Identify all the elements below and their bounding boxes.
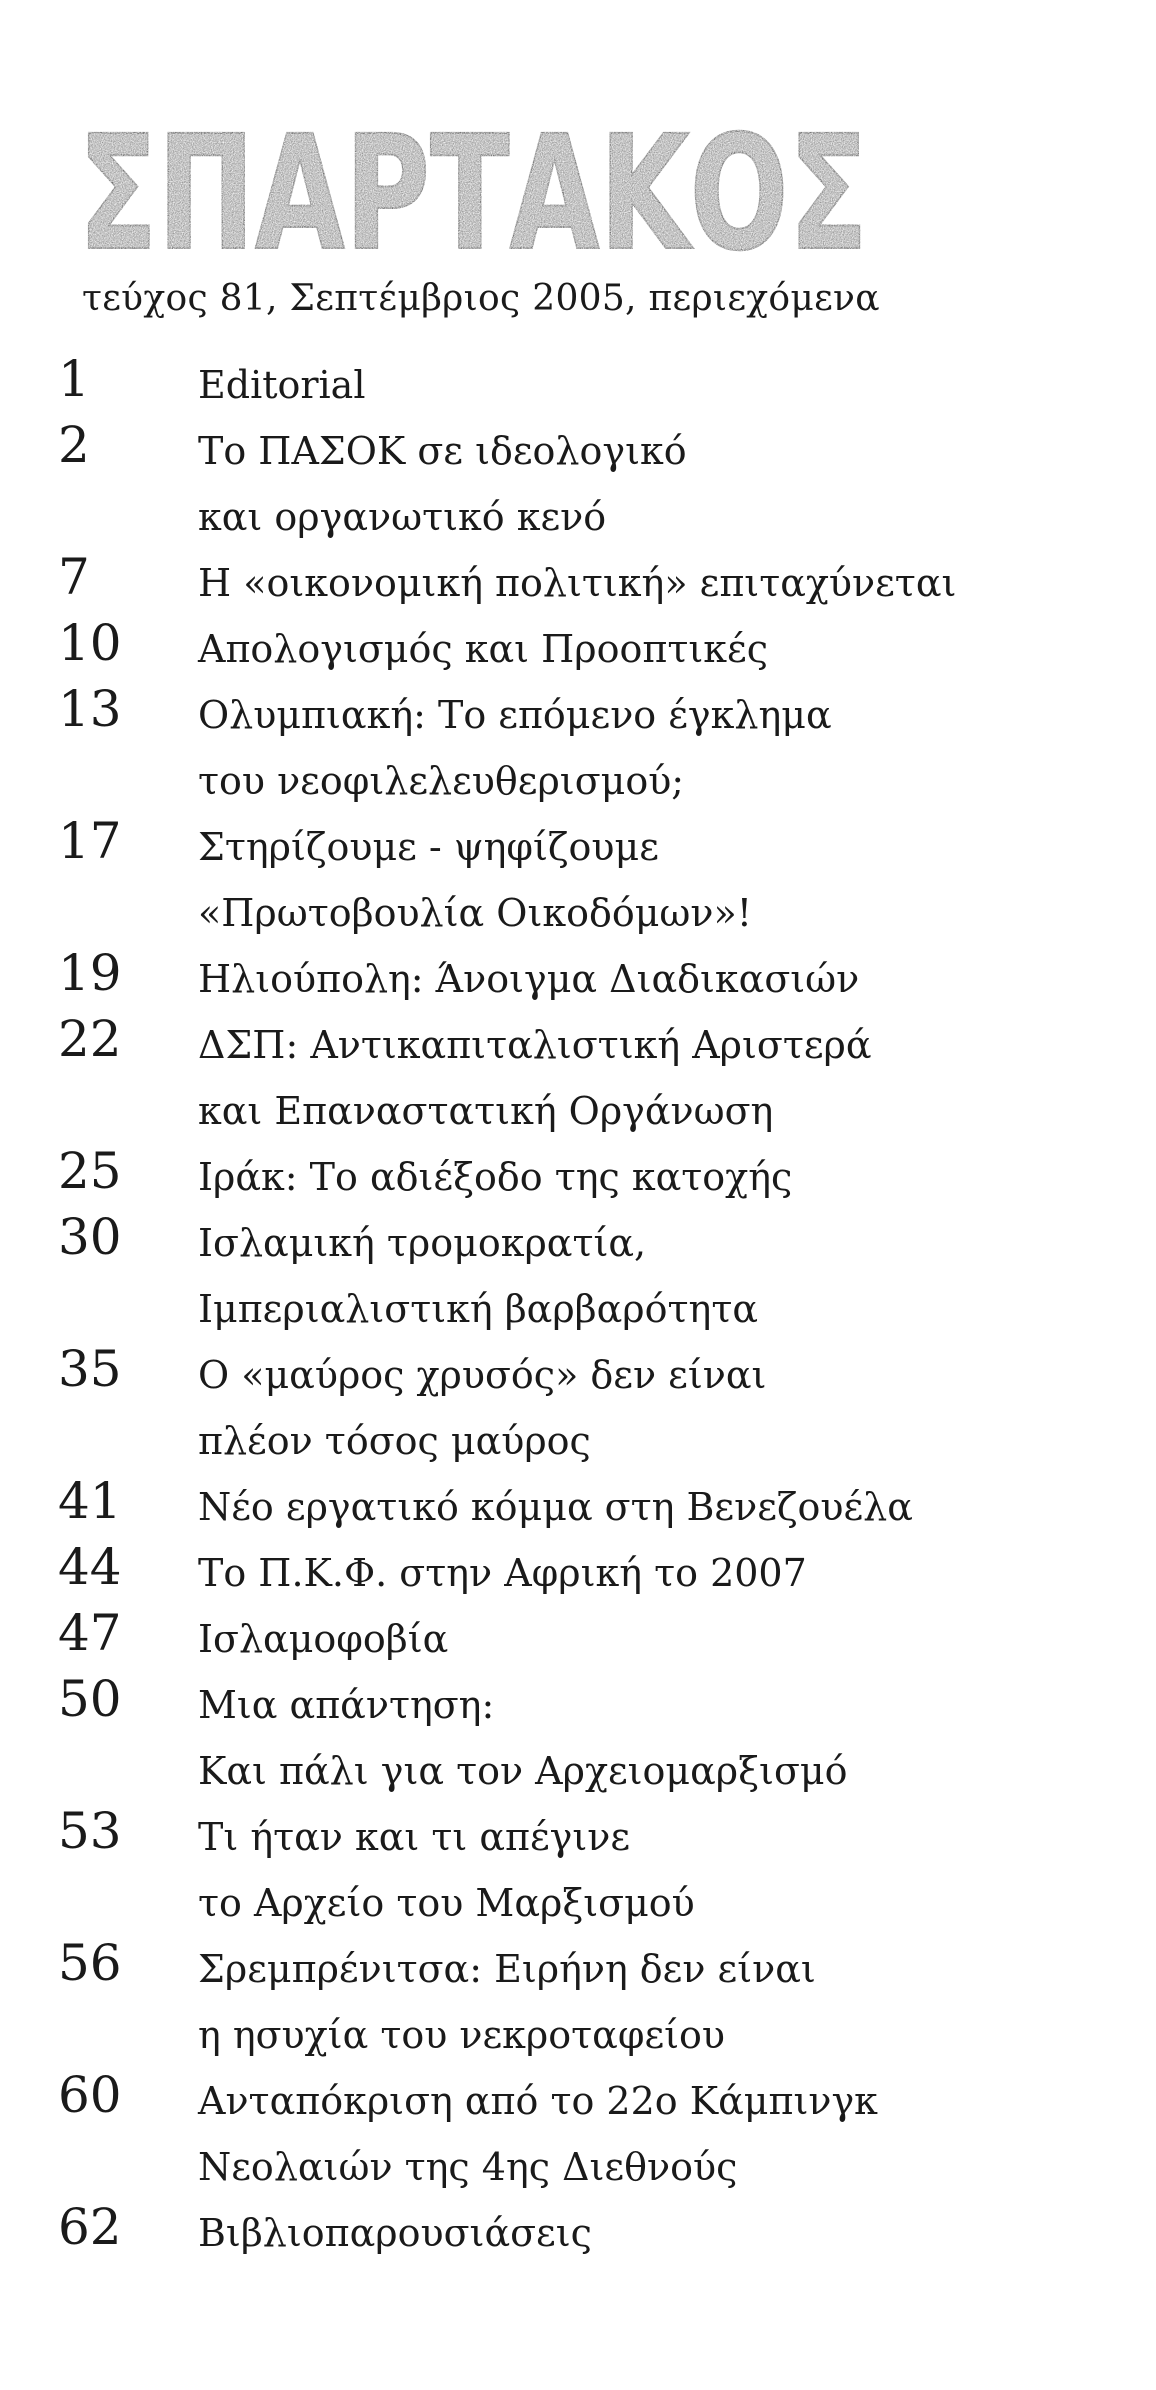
toc-page-number: 2 [58, 416, 90, 474]
toc-page-number: 60 [58, 2066, 122, 2124]
toc-title-line: Σρεμπρένιτσα: Ειρήνη δεν είναι [198, 1947, 816, 1991]
toc-title-line: Απολογισμός και Προοπτικές [198, 627, 768, 671]
toc-page-number: 25 [58, 1142, 122, 1200]
toc-title-line: και οργανωτικό κενό [198, 495, 607, 539]
toc-entry[interactable] [0, 418, 1156, 550]
toc-entry[interactable] [0, 352, 1156, 418]
toc-title-line: Ανταπόκριση από το 22ο Κάμπινγκ [198, 2079, 878, 2123]
toc-title-line: πλέον τόσος μαύρος [198, 1419, 591, 1463]
toc-page-number: 17 [58, 812, 122, 870]
toc-entry[interactable] [0, 1936, 1156, 2068]
toc-title-line: η ησυχία του νεκροταφείου [198, 2013, 726, 2057]
toc-title-line: Ιμπεριαλιστική βαρβαρότητα [198, 1287, 758, 1331]
toc-title-line: το Αρχείο του Μαρξισμού [198, 1881, 695, 1925]
toc-title-line: Ισλαμική τρομοκρατία, [198, 1221, 647, 1265]
toc-page-number: 13 [58, 680, 122, 738]
toc-entry[interactable] [0, 1342, 1156, 1474]
toc-title-line: Ολυμπιακή: Το επόμενο έγκλημα [198, 693, 832, 737]
toc-page-number: 7 [58, 548, 90, 606]
toc-title-line: «Πρωτοβουλία Οικοδόμων»! [198, 891, 753, 935]
toc-title-line: Και πάλι για τον Αρχειομαρξισμό [198, 1749, 848, 1793]
toc-title-line: Η «οικονομική πολιτική» επιταχύνεται [198, 561, 957, 605]
toc-entry[interactable] [0, 616, 1156, 682]
toc-entry[interactable] [0, 1144, 1156, 1210]
toc-title-line: Νέο εργατικό κόμμα στη Βενεζουέλα [198, 1485, 913, 1529]
toc-entry[interactable] [0, 946, 1156, 1012]
toc-page-number: 56 [58, 1934, 122, 1992]
toc-entry[interactable] [0, 2068, 1156, 2200]
toc-entry[interactable] [0, 1012, 1156, 1144]
toc-title-line: Το ΠΑΣΟΚ σε ιδεολογικό [198, 429, 687, 473]
toc-entry[interactable] [0, 682, 1156, 814]
toc-entry[interactable] [0, 2200, 1156, 2266]
toc-title-line: Ηλιούπολη: Άνοιγμα Διαδικασιών [198, 957, 860, 1001]
toc-page-number: 1 [58, 350, 90, 408]
toc-page-number: 30 [58, 1208, 122, 1266]
toc-page-number: 53 [58, 1802, 122, 1860]
toc-title-line: Μια απάντηση: [198, 1683, 495, 1727]
toc-page-number: 47 [58, 1604, 122, 1662]
toc-entry[interactable] [0, 550, 1156, 616]
toc-page-number: 62 [58, 2198, 122, 2256]
toc-title-line: Βιβλιοπαρουσιάσεις [198, 2211, 592, 2255]
issue-subtitle: τεύχος 81, Σεπτέμβριος 2005, περιεχόμενα [82, 278, 880, 319]
toc-page-number: 19 [58, 944, 122, 1002]
toc-title-line: του νεοφιλελευθερισμού; [198, 759, 685, 803]
toc-page-number: 41 [58, 1472, 122, 1530]
masthead-logo-text: ΣΠΑΡΤΑΚΟΣ [78, 102, 868, 286]
toc-title-line: Editorial [198, 363, 366, 407]
toc-title-line: Ισλαμοφοβία [198, 1617, 449, 1661]
toc-entry[interactable] [0, 1606, 1156, 1672]
toc-page-number: 35 [58, 1340, 122, 1398]
toc-title-line: και Επαναστατική Οργάνωση [198, 1089, 774, 1133]
toc-entry[interactable] [0, 814, 1156, 946]
toc-entry[interactable] [0, 1210, 1156, 1342]
table-of-contents [0, 352, 1156, 2266]
toc-title-line: ΔΣΠ: Αντικαπιταλιστική Αριστερά [198, 1023, 872, 1067]
toc-page-number: 10 [58, 614, 122, 672]
toc-entry[interactable] [0, 1672, 1156, 1804]
toc-page-number: 44 [58, 1538, 122, 1596]
toc-entry[interactable] [0, 1804, 1156, 1936]
toc-title-line: Στηρίζουμε - ψηφίζουμε [198, 825, 659, 869]
toc-entry[interactable] [0, 1474, 1156, 1540]
toc-page-number: 22 [58, 1010, 122, 1068]
masthead-logo [78, 102, 868, 286]
toc-title-line: Τι ήταν και τι απέγινε [198, 1815, 631, 1859]
toc-title-line: Ο «μαύρος χρυσός» δεν είναι [198, 1353, 767, 1397]
toc-title-line: Ιράκ: Το αδιέξοδο της κατοχής [198, 1155, 793, 1199]
toc-title-line: Νεολαιών της 4ης Διεθνούς [198, 2145, 738, 2189]
toc-title-line: Το Π.Κ.Φ. στην Αφρική το 2007 [198, 1551, 807, 1595]
toc-page-number: 50 [58, 1670, 122, 1728]
toc-entry[interactable] [0, 1540, 1156, 1606]
